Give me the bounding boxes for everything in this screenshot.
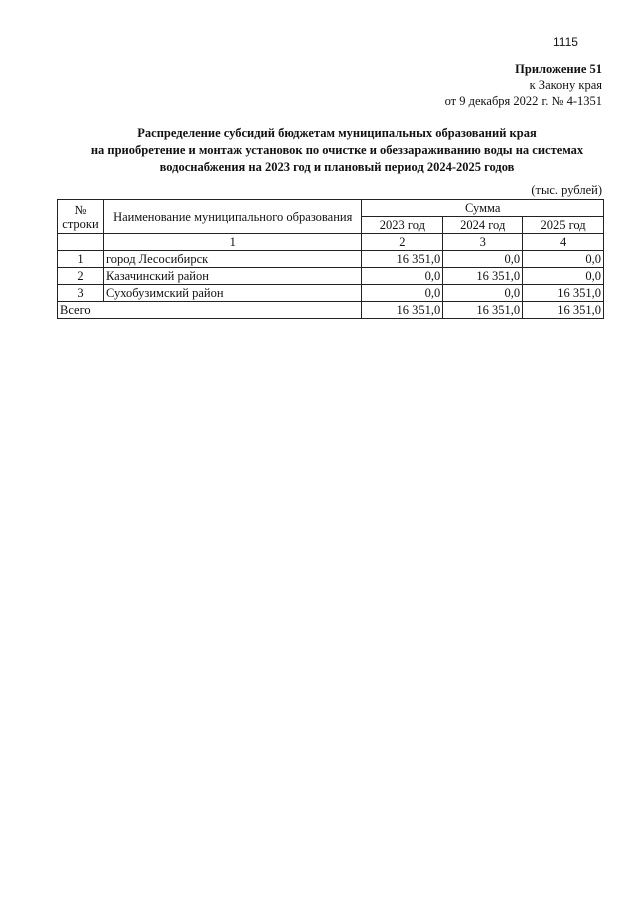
row-value-2024: 0,0: [443, 251, 523, 268]
row-value-2025: 0,0: [523, 268, 604, 285]
table-row: [58, 285, 604, 302]
document-title: [62, 125, 612, 176]
index-cell: 3: [443, 234, 523, 251]
row-municipality: Сухобузимский район: [103, 285, 361, 302]
row-value-2023: 0,0: [362, 285, 443, 302]
subsidy-table: [57, 199, 604, 319]
row-number: 2: [58, 268, 104, 285]
header-year-2024: 2024 год: [443, 217, 523, 234]
index-cell: 1: [103, 234, 361, 251]
appendix-law: к Закону края: [529, 78, 602, 92]
row-number: 3: [58, 285, 104, 302]
row-value-2024: 16 351,0: [443, 268, 523, 285]
page-number: 1115: [553, 35, 578, 49]
appendix-block: [445, 61, 602, 109]
table-index-row: [58, 234, 604, 251]
header-year-2025: 2025 год: [523, 217, 604, 234]
row-value-2023: 0,0: [362, 268, 443, 285]
units-label: (тыс. рублей): [531, 183, 602, 197]
row-value-2023: 16 351,0: [362, 251, 443, 268]
total-value-2024: 16 351,0: [443, 302, 523, 319]
title-line-1: Распределение субсидий бюджетам муниципальных образований края: [137, 126, 537, 140]
header-sum: Сумма: [362, 200, 604, 217]
appendix-title: Приложение 51: [515, 62, 602, 76]
row-value-2025: 0,0: [523, 251, 604, 268]
row-value-2025: 16 351,0: [523, 285, 604, 302]
index-cell: 4: [523, 234, 604, 251]
table-total-row: [58, 302, 604, 319]
total-value-2025: 16 351,0: [523, 302, 604, 319]
header-num-symbol: №: [74, 202, 87, 217]
header-num-word: строки: [62, 216, 99, 231]
header-year-2023: 2023 год: [362, 217, 443, 234]
header-municipality: Наименование муниципального образования: [103, 200, 361, 234]
index-cell-empty: [58, 234, 104, 251]
row-number: 1: [58, 251, 104, 268]
table-row: [58, 268, 604, 285]
total-value-2023: 16 351,0: [362, 302, 443, 319]
header-row-number: [58, 200, 104, 234]
title-line-2: на приобретение и монтаж установок по очистке и обеззараживанию воды на системах: [90, 143, 584, 157]
index-cell: 2: [362, 234, 443, 251]
total-label: Всего: [58, 302, 362, 319]
appendix-date: от 9 декабря 2022 г. № 4-1351: [444, 94, 602, 108]
title-line-3: водоснабжения на 2023 год и плановый период 2024-2025 годов: [159, 160, 515, 174]
table-header-row: [58, 200, 604, 217]
row-municipality: город Лесосибирск: [103, 251, 361, 268]
row-value-2024: 0,0: [443, 285, 523, 302]
table-row: [58, 251, 604, 268]
row-municipality: Казачинский район: [103, 268, 361, 285]
